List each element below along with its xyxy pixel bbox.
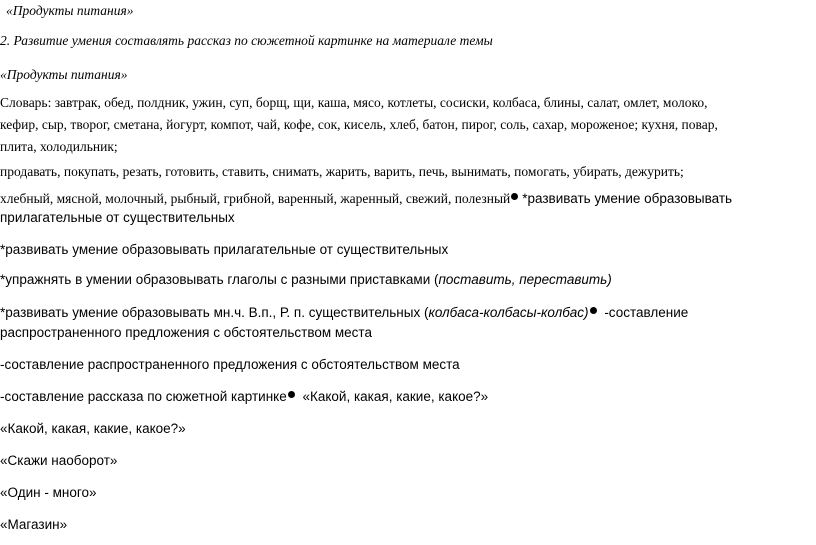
task-2-example: поставить, переставить) xyxy=(438,272,612,287)
task-3-line xyxy=(0,305,688,321)
task-4-part-1: -составление xyxy=(600,305,689,320)
task-5-line xyxy=(0,389,488,405)
task-1-full: *развивать умение образовывать прилагательные от существительных xyxy=(0,242,449,257)
game-4: «Магазин» xyxy=(0,517,68,532)
topic-title-repeat: «Продукты питания» xyxy=(0,67,128,82)
task-5-text: -составление рассказа по сюжетной картинке xyxy=(0,389,287,404)
adjectives-line xyxy=(0,191,732,207)
task-2-text: *упражнять в умении образовывать глаголы с разными приставками ( xyxy=(0,272,439,287)
verbs-list: продавать, покупать, резать, готовить, ставить, снимать, жарить, варить, печь, вынимать, помогать, убирать, дежурить; xyxy=(0,164,684,179)
game-3: «Один - много» xyxy=(0,485,97,500)
task-3-text: *развивать умение образовывать мн.ч. В.п., Р. п. существительных ( xyxy=(0,305,429,320)
bullet-icon xyxy=(288,391,295,398)
game-2: «Скажи наоборот» xyxy=(0,453,118,468)
topic-title: «Продукты питания» xyxy=(6,3,134,18)
task-3-example: колбаса-колбасы-колбас) xyxy=(428,305,589,320)
vocabulary-line-3: плита, холодильник; xyxy=(0,139,118,154)
task-1-part-1: *развивать умение образовывать xyxy=(522,191,733,206)
bullet-icon xyxy=(511,193,518,200)
task-2-line xyxy=(0,272,612,288)
vocabulary-line-1: Словарь: завтрак, обед, полдник, ужин, суп, борщ, щи, каша, мясо, котлеты, сосиски, колбаса, блины, салат, омлет, молоко, xyxy=(0,95,708,110)
task-4-part-2: распространенного предложения с обстоятельством места xyxy=(0,325,372,340)
task-6-inline: «Какой, какая, какие, какое?» xyxy=(298,389,489,404)
adjectives-list: хлебный, мясной, молочный, рыбный, грибной, варенный, жаренный, свежий, полезный xyxy=(0,191,511,206)
task-4-full: -составление распространенного предложения с обстоятельством места xyxy=(0,357,460,372)
task-1-part-2: прилагательные от существительных xyxy=(0,210,235,225)
vocabulary-line-2: кефир, сыр, творог, сметана, йогурт, компот, чай, кофе, сок, кисель, хлеб, батон, пирог, соль, сахар, мороженое; кухня, повар, xyxy=(0,117,718,132)
goal-2: 2. Развитие умения составлять рассказ по сюжетной картинке на материале темы xyxy=(0,33,493,48)
game-1: «Какой, какая, какие, какое?» xyxy=(0,421,186,436)
bullet-icon xyxy=(590,307,597,314)
